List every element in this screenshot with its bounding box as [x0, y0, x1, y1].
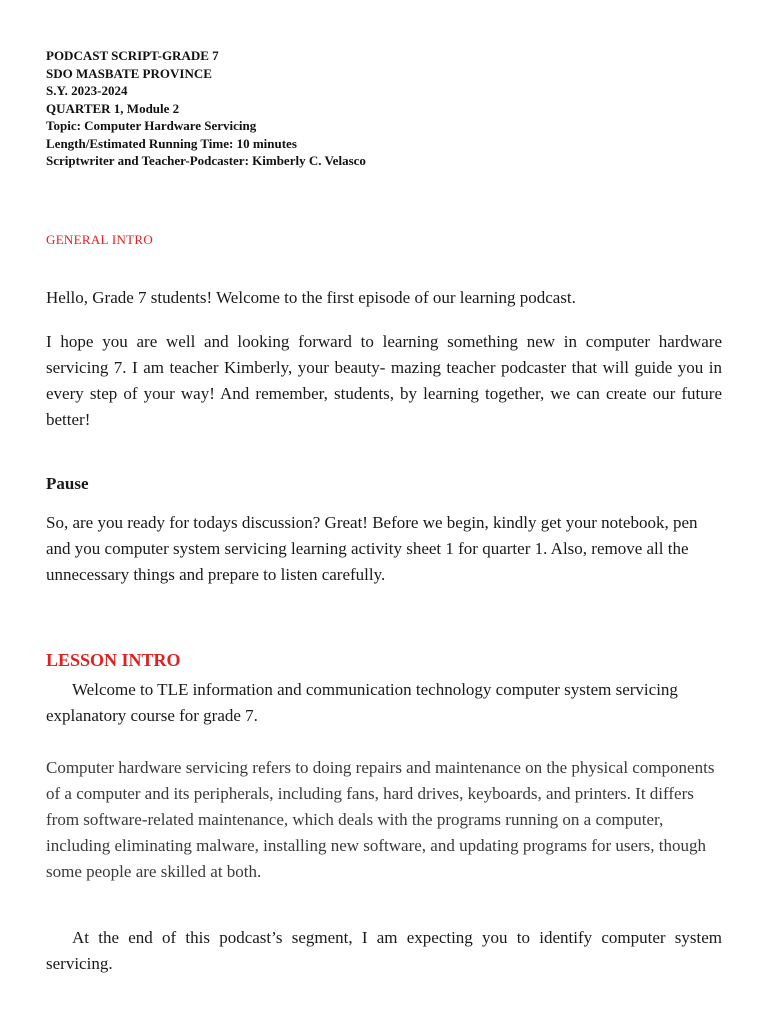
- hope-paragraph: I hope you are well and looking forward to learning something new in computer hardware servicing 7. I am teacher Kimberly, your beauty- mazing teacher podcaster that will guide you in every step of your way! And remember, students, by learning together, we can create our future better!: [46, 332, 722, 429]
- header-division: SDO MASBATE PROVINCE: [46, 65, 212, 81]
- lesson-intro-heading: LESSON INTRO: [46, 650, 181, 670]
- header-title: PODCAST SCRIPT-GRADE 7: [46, 48, 219, 63]
- general-intro-heading: GENERAL INTRO: [46, 232, 154, 247]
- script-header: [46, 47, 366, 170]
- header-school-year: S.Y. 2023-2024: [46, 83, 128, 98]
- header-scriptwriter: Scriptwriter and Teacher-Podcaster: Kimberly C. Velasco: [46, 153, 366, 168]
- header-running-time: Length/Estimated Running Time: 10 minutes: [46, 135, 297, 151]
- welcome-paragraph: Welcome to TLE information and communication technology computer system servicing explanatory course for grade 7.: [46, 680, 678, 725]
- pause-label: Pause: [46, 474, 89, 493]
- header-topic: Topic: Computer Hardware Servicing: [46, 118, 257, 133]
- objective-paragraph: At the end of this podcast’s segment, I am expecting you to identify computer system servicing.: [46, 928, 722, 973]
- chs-definition-paragraph: Computer hardware servicing refers to doing repairs and maintenance on the physical components of a computer and its peripherals, including fans, hard drives, keyboards, and printers. It differs from software-related maintenance, which deals with the programs running on a computer, including eliminating malware, installing new software, and updating programs for users, though some people are skilled at both.: [46, 758, 715, 881]
- ready-paragraph: So, are you ready for todays discussion? Great! Before we begin, kindly get your notebook, pen and you computer system servicing learning activity sheet 1 for quarter 1. Also, remove all the unnecessary things and prepare to listen carefully.: [46, 513, 698, 584]
- header-quarter: QUARTER 1, Module 2: [46, 100, 180, 116]
- hello-paragraph: Hello, Grade 7 students! Welcome to the first episode of our learning podcast.: [46, 288, 576, 307]
